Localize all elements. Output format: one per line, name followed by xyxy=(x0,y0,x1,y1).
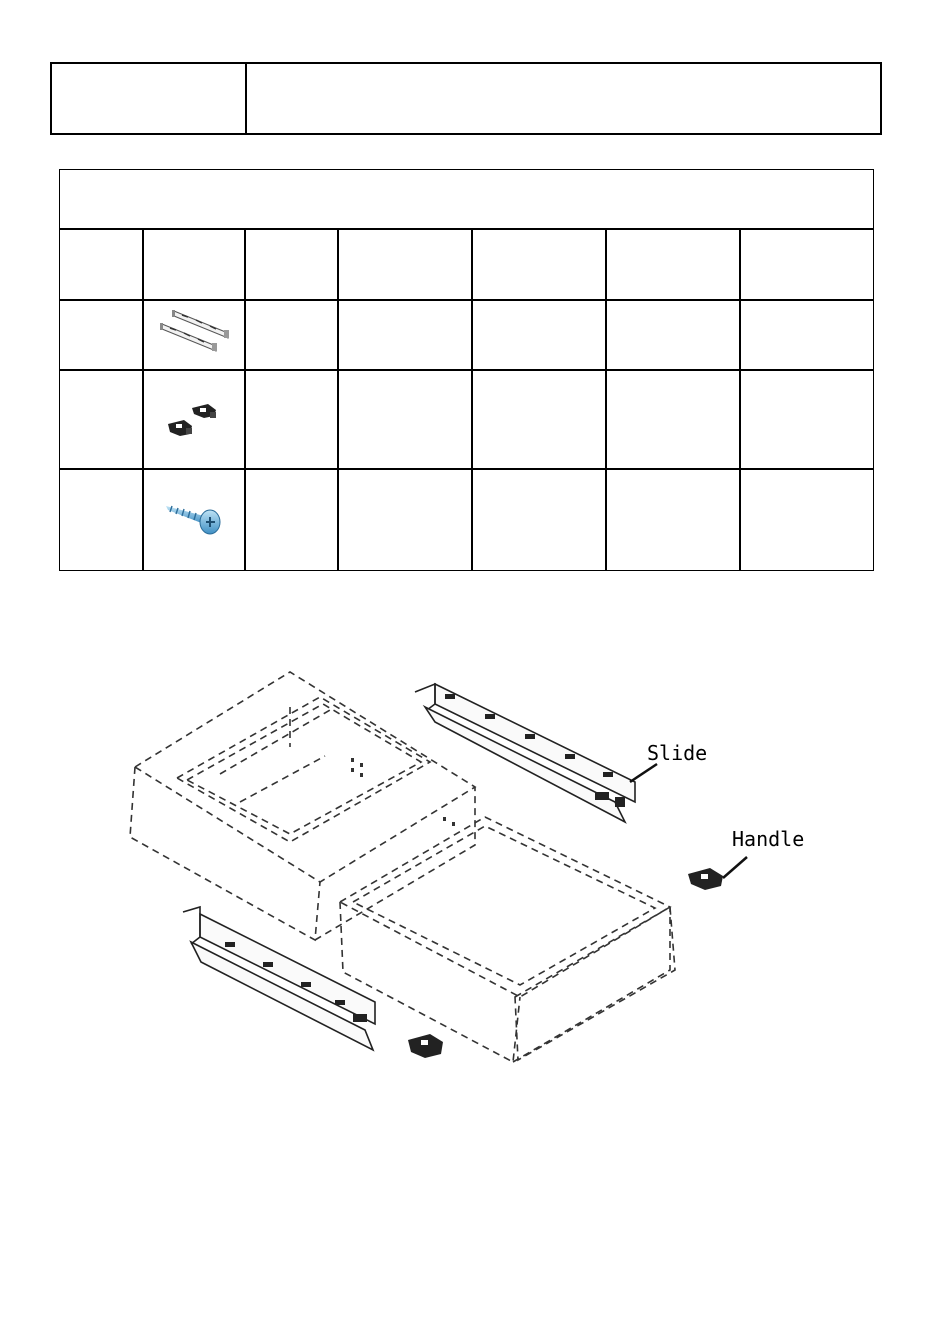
table-col-rule xyxy=(244,228,246,570)
table-col-rule xyxy=(605,228,607,570)
drawer-slide-pair-icon xyxy=(156,308,236,354)
header-box xyxy=(50,62,882,135)
table-col-rule xyxy=(739,228,741,570)
header-divider xyxy=(245,64,247,133)
drawer-handle-clips-icon xyxy=(164,402,224,444)
table-col-rule xyxy=(337,228,339,570)
parts-table xyxy=(59,169,874,571)
table-rule xyxy=(60,299,873,301)
handle-label: Handle xyxy=(732,827,805,851)
table-col-rule xyxy=(142,228,144,570)
drawer-assembly-diagram xyxy=(125,652,808,1080)
slide-label: Slide xyxy=(647,741,708,765)
table-col-rule xyxy=(471,228,473,570)
screw-icon xyxy=(162,498,224,536)
table-rule xyxy=(60,468,873,470)
table-rule xyxy=(60,369,873,371)
table-rule xyxy=(60,228,873,230)
